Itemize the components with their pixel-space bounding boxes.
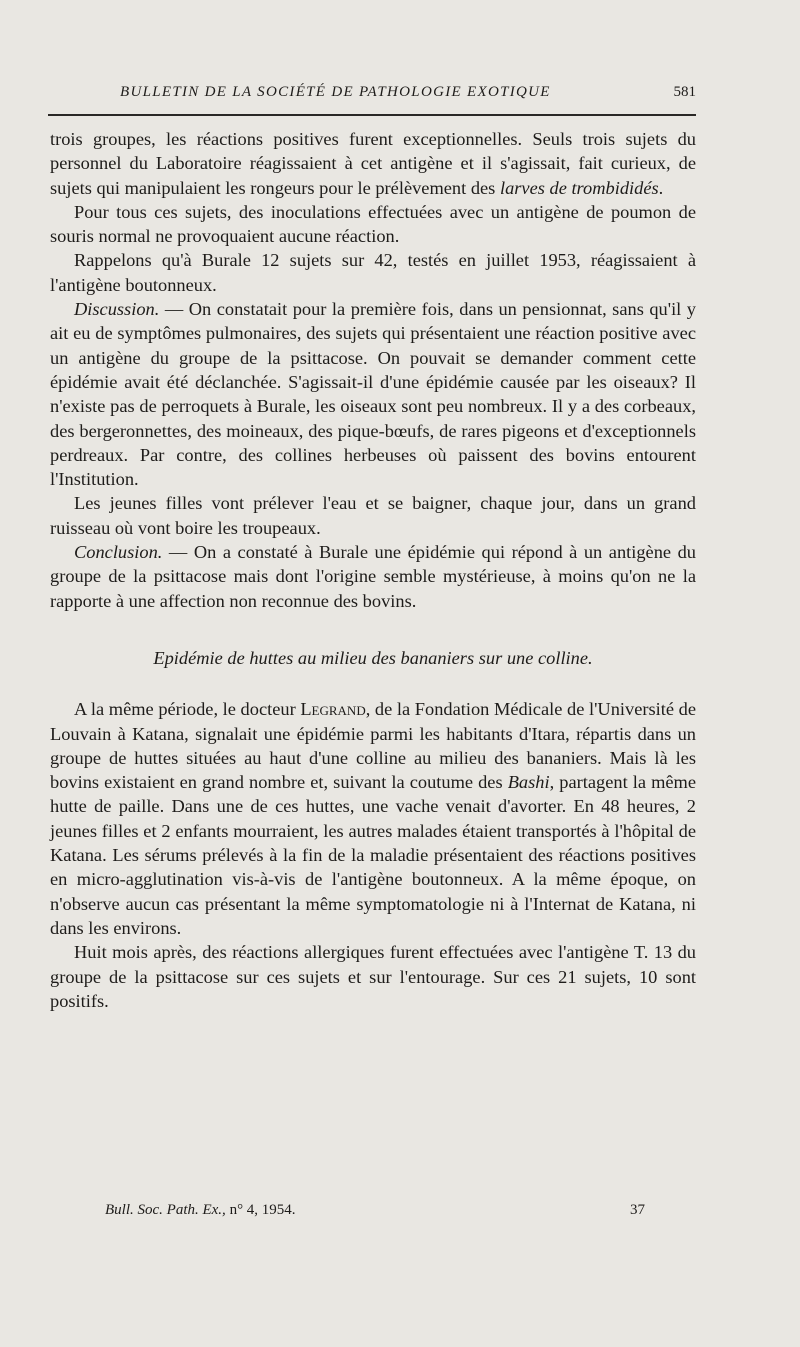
paragraph-discussion — [50, 297, 696, 491]
header-rule — [48, 114, 696, 116]
paragraph — [50, 127, 696, 200]
page-header — [48, 84, 696, 112]
page-footer — [105, 1202, 645, 1228]
paragraph: Huit mois après, des réactions allergiques furent effectuées avec l'antigène T. 13 du groupe de la psittacose sur ces sujets et sur l'entourage. Sur ces 21 sujets, 10 sont positifs. — [50, 942, 696, 1011]
paragraph-text: trois groupes, les réactions positives furent exceptionnelles. Seuls trois sujets du personnel du Laboratoire réagissaient à cet antigène et il s'agissait, fait curieux, de sujets qui manipulaient les rongeurs pour le prélèvement des — [50, 129, 696, 198]
running-title: BULLETIN DE LA SOCIÉTÉ DE PATHOLOGIE EXOTIQUE — [120, 84, 551, 100]
citation-issue: n° 4, 1954. — [225, 1202, 296, 1218]
paragraph: Pour tous ces sujets, des inoculations effectuées avec un antigène de poumon de souris normal ne provoquaient aucune réaction. — [50, 201, 696, 247]
author-name: Legrand — [300, 699, 366, 720]
conclusion-label: Conclusion. — [74, 542, 163, 563]
paragraph-text: A la même période, le docteur — [74, 699, 301, 720]
paragraph-text: — On constatait pour la première fois, dans un pensionnat, sans qu'il y ait eu de symptômes pulmonaires, des sujets qui présentaient une réaction positive avec un antigène du groupe de la psittacose. On pouvait se demander comment cette épidémie avait été déclanchée. S'agissait-il d'une épidémie causée par les oiseaux? Il n'existe pas de perroquets à Burale, les oiseaux sont peu nombreux. Il y a des corbeaux, des bergeronnettes, des moineaux, des pique-bœufs, de rares pigeons et d'exceptionnels perdreaux. Par contre, des collines herbeuses où paissent des bovins entourent l'Institution. — [50, 299, 696, 490]
footer-citation — [105, 1202, 296, 1219]
paragraph: Rappelons qu'à Burale 12 sujets sur 42, testés en juillet 1953, réagissaient à l'antigène boutonneux. — [50, 250, 696, 295]
body-text — [50, 127, 696, 1013]
signature-mark: 37 — [630, 1202, 645, 1218]
paragraph-text: , partagent la même hutte de paille. Dans une de ces huttes, une vache venait d'avorter. En 48 heures, 2 jeunes filles et 2 enfants mourraient, les autres malades étaient transportés à l'hôpital de Katana. Les sérums prélevés à la fin de la maladie présentaient des réactions positives en micro-agglutination vis-à-vis de l'antigène boutonneux. A la même époque, on n'observe aucun cas présentant la même symptomatologie ni à l'Internat de Katana, ni dans les environs. — [50, 772, 697, 938]
italic-term: larves de trombididés — [499, 177, 659, 198]
section-heading: Epidémie de huttes au milieu des bananiers sur une colline. — [153, 647, 593, 668]
citation-journal: Bull. Soc. Path. Ex., — [105, 1202, 226, 1218]
paragraph: Les jeunes filles vont prélever l'eau et se baigner, chaque jour, dans un grand ruisseau où vont boire les troupeaux. — [50, 493, 696, 538]
page-number: 581 — [673, 84, 696, 100]
paragraph-text: — On a constaté à Burale une épidémie qui répond à un antigène du groupe de la psittacose mais dont l'origine semble mystérieuse, à moins qu'on ne la rapporte à une affection non reconnue des bovins. — [50, 542, 696, 611]
paragraph — [50, 697, 696, 940]
paragraph-conclusion — [50, 540, 696, 613]
discussion-label: Discussion. — [74, 299, 160, 320]
paragraph-text: , de la Fondation Médicale de l'Université de Louvain à Katana, signalait une épidémie parmi les habitants d'Itara, répartis dans un groupe de huttes situées au haut d'une colline au milieu des bananiers. Mais là les bovins existaient en grand nombre et, suivant la coutume des — [50, 699, 696, 793]
italic-term: Bashi — [507, 772, 550, 793]
paragraph-text: . — [658, 177, 664, 198]
